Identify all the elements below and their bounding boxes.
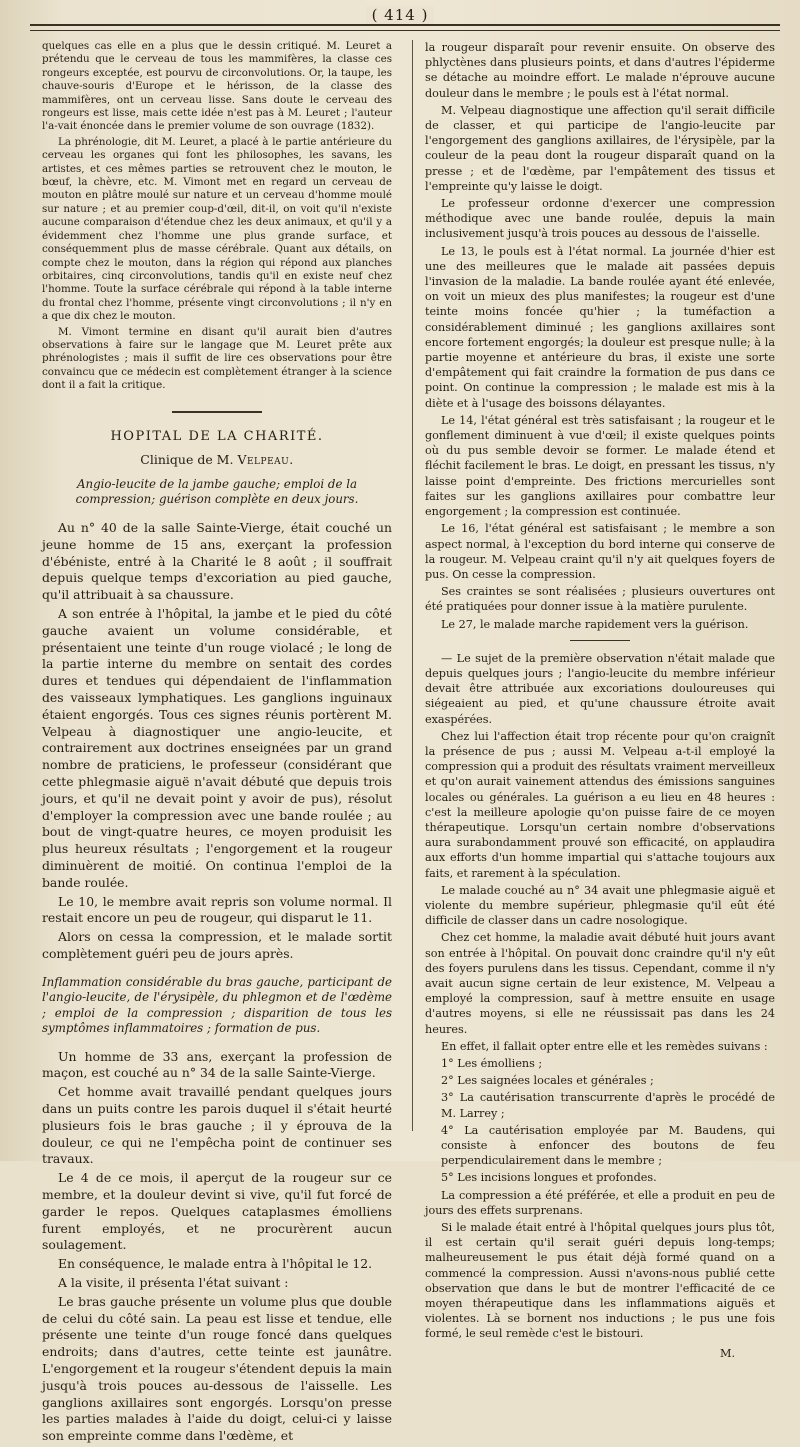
paragraph: Le 14, l'état général est très satisfaisant ; la rougeur et le gonflement diminuent à vue d'œil; il existe quelques points où du pus semble devoir se former. Le malade étend et fléchit facilement le bras. Le doigt, en pressant les tissus, n'y laisse point d'empreinte. Des frictions mercurielles sont faites sur les ganglions axillaires pour combattre leur engorgement ; la compression est continuée.: [425, 413, 775, 519]
paragraph: quelques cas elle en a plus que le dessin critiqué. M. Leuret a prétendu que le cerveau de tous les mammifères, la classe ces rongeurs exceptée, est pourvu de circonvolutions. Or, la taupe, les chauve-souris d'Europe et le hérisson, de la classe des mammifères, ont un cerveau lisse. Sans doute le cerveau des rongeurs est lisse, mais cette idée n'est pas à M. Leuret ; l'auteur l'a-vait énoncée dans le premier volume de son ouvrage (1832).: [42, 40, 392, 133]
paragraph: Un homme de 33 ans, exerçant la profession de maçon, est couché au n° 34 de la salle Sainte-Vierge.: [42, 1048, 392, 1081]
list-item: 4° La cautérisation employée par M. Baudens, qui consiste à enfoncer des boutons de feu perpendiculairement dans le membre ;: [441, 1123, 775, 1168]
remedies-list: [425, 1056, 775, 1186]
column-divider: [412, 40, 413, 1131]
header-rule: [30, 24, 780, 31]
case-title: Angio-leucite de la jambe gauche; emploi de la compression; guérison complète en deux jours.: [75, 476, 359, 507]
paragraph: M. Vimont termine en disant qu'il aurait bien d'autres observations à faire sur le langage que M. Leuret prête aux phrénologistes ; mais il suffit de lire ces observations pour être convaincu que ce médecin est complètement étranger à la science dont il a fait la critique.: [42, 325, 392, 392]
paragraph: Cet homme avait travaillé pendant quelques jours dans un puits contre les parois duquel il s'était heurté plusieurs fois le bras gauche ; il y éprouva de la douleur, ce qui ne l'empêcha point de continuer ses travaux.: [42, 1084, 392, 1167]
paragraph: Le 10, le membre avait repris son volume normal. Il restait encore un peu de rougeur, qui disparut le 11.: [42, 893, 392, 926]
list-item: 2° Les saignées locales et générales ;: [441, 1074, 654, 1088]
paragraph: Le professeur ordonne d'exercer une compression méthodique avec une bande roulée, depuis la main inclusivement jusqu'à trois pouces au dessous de l'aisselle.: [425, 197, 775, 241]
paragraph: Si le malade était entré à l'hôpital quelques jours plus tôt, il est certain qu'il serait guéri depuis long-temps; malheureusement le pus était déjà formé quand on a commencé la compression. Aussi n'avons-nous publié cette observation que dans le but de montrer l'efficacité de ce moyen thérapeutique dans les inflammations aiguës et violentes. Là se bornent nos inductions ; le pus une fois formé, le seul remède c'est le bistouri.: [425, 1221, 775, 1341]
section-divider: [570, 640, 630, 641]
clinic-prefix: Clinique de M.: [140, 451, 234, 467]
paragraph: La phrénologie, dit M. Leuret, a placé à le partie antérieure du cerveau les organes qui font les philosophes, les savans, les artistes, et ces mêmes parties se retrouvent chez le mouton, le bœuf, la chèvre, etc. M. Vimont met en regard un cerveau de mouton en plâtre moulé sur nature et un cerveau d'homme moulé sur nature ; et au premier coup-d'œil, dit-il, on voit qu'il n'existe aucune comparaison d'étendue chez les deux animaux, et qu'il y a évidemment chez l'homme une plus grande surface, et conséquemment plus de masse cérébrale. Quant aux détails, on compte chez le mouton, dans la région qui répond aux planches orbitaires, cinq circonvolutions, tandis qu'il en existe neuf chez l'homme. Toute la surface cérébrale qui répond à la table interne du frontal chez l'homme, présente vingt circonvolutions ; il n'y en a que dix chez le mouton.: [42, 135, 392, 323]
paragraph: En conséquence, le malade entra à l'hôpital le 12.: [58, 1256, 373, 1272]
clinic-heading: [42, 452, 392, 467]
paragraph: A la visite, il présenta l'état suivant :: [58, 1275, 289, 1291]
paragraph: Le bras gauche présente un volume plus que double de celui du côté sain. La peau est lisse et tendue, elle présente une teinte d'un rouge foncé dans quelques endroits; dans d'autres, cette teinte est jaunâtre. L'engorgement et la rougeur s'étendent depuis la main jusqu'à trois pouces au-dessous de l'aisselle. Les ganglions axillaires sont engorgés. Lorsqu'on presse les parties malades à l'aide du doigt, celui-ci y laisse son empreinte comme dans l'œdème, et: [42, 1293, 392, 1444]
list-item: 5° Les incisions longues et profondes.: [441, 1171, 657, 1185]
paragraph: La compression a été préférée, et elle a produit en peu de jours des effets surprenans.: [425, 1188, 775, 1217]
list-item: 3° La cautérisation transcurrente d'après le procédé de M. Larrey ;: [441, 1091, 775, 1120]
section-title: HOPITAL DE LA CHARITÉ.: [110, 428, 324, 444]
paragraph: Chez cet homme, la maladie avait débuté huit jours avant son entrée à l'hôpital. On pouvait donc craindre qu'il n'y eût des foyers purulens dans les tissus. Cependant, comme il n'y avait aucun signe certain de leur existence, M. Velpeau a employé la compression, sauf à mettre ensuite en usage d'autres moyens, si elle ne réussissait pas dans les 24 heures.: [425, 931, 775, 1036]
list-item: 1° Les émolliens ;: [441, 1057, 543, 1070]
page-number: ( 414 ): [0, 6, 800, 24]
section-divider: [172, 411, 262, 413]
paragraph: Chez lui l'affection était trop récente pour qu'on craignît la présence de pus ; aussi M. Velpeau a-t-il employé la compression qui a produit des résultats vraiment merveilleux et qu'on aurait vainement attendus des émissions sanguines locales ou générales. La guérison a eu lieu en 48 heures : c'est la meilleure apologie qu'on puisse faire de ce moyen thérapeutique. Lorsqu'un certain nombre d'observations aura surabondamment prouvé son efficacité, on applaudira aux efforts d'un homme impartial qui s'attache toujours aux faits, et rarement à la spéculation.: [425, 729, 775, 880]
paragraph: M. Velpeau diagnostique une affection qu'il serait difficile de classer, et qui participe de l'angio-leucite par l'engorgement des ganglions axillaires, de l'érysipèle, par la couleur de la peau dont la rougeur disparaît quand on la presse ; et de l'œdème, par l'empâtement des tissus et l'empreinte qu'y laisse le doigt.: [425, 103, 775, 193]
paragraph: Le 4 de ce mois, il aperçut de la rougeur sur ce membre, et la douleur devint si vive, qu'il fut forcé de garder le repos. Quelques cataplasmes émolliens furent employés, et ne procurèrent aucun soulagement.: [42, 1170, 392, 1253]
paragraph: la rougeur disparaît pour revenir ensuite. On observe des phlyctènes dans plusieurs points, et dans d'autres l'épiderme se détache au moindre effort. Le malade n'éprouve aucune douleur dans le membre ; le pouls est à l'état normal.: [425, 41, 775, 100]
paragraph: Le malade couché au n° 34 avait une phlegmasie aiguë et violente du membre supérieur, phlegmasie qu'il eût été difficile de classer dans un cadre nosologique.: [425, 883, 775, 928]
paragraph: A son entrée à l'hôpital, la jambe et le pied du côté gauche avaient un volume considérable, et présentaient une teinte d'un rouge violacé ; le long de la partie interne du membre on sentait des cordes dures et tendues qui dépendaient de l'inflammation des vaisseaux lymphatiques. Les ganglions inguinaux étaient engorgés. Tous ces signes réunis portèrent M. Velpeau à diagnostiquer une angio-leucite, et contrairement aux doctrines enseignées par un grand nombre de praticiens, le professeur (considérant que cette phlegmasie aiguë n'avait débuté que depuis trois jours, et qu'il ne devait point y avoir de pus), résolut d'employer la compression avec une bande roulée ; au bout de vingt-quatre heures, ce moyen produisit les plus heureux résultats ; l'engorgement et la rougeur diminuèrent de moitié. On continua l'emploi de la bande roulée.: [42, 605, 392, 890]
signature: M.: [719, 1346, 735, 1360]
left-column: [42, 40, 392, 1447]
paragraph: Au n° 40 de la salle Sainte-Vierge, était couché un jeune homme de 15 ans, exerçant la profession d'ébéniste, entré à la Charité le 8 août ; il souffrait depuis quelque temps d'excoriation au pied gauche, qu'il attribuait à sa chaussure.: [42, 519, 392, 603]
paragraph: En effet, il fallait opter entre elle et les remèdes suivans :: [441, 1039, 768, 1053]
paragraph: Ses craintes se sont réalisées ; plusieurs ouvertures ont été pratiquées pour donner issue à la matière purulente.: [425, 585, 775, 614]
case-title: Inflammation considérable du bras gauche, participant de l'angio-leucite, de l'érysipèle, du phlegmon et de l'œdème ; emploi de la compression ; disparition de tous les symptômes inflammatoires ; formation de pus.: [42, 974, 392, 1036]
paragraph: Le 16, l'état général est satisfaisant ; le membre a son aspect normal, à l'exception du bord interne qui conserve de la rougeur. M. Velpeau craint qu'il n'y ait quelques foyers de pus. On cesse la compression.: [425, 522, 775, 581]
paragraph: — Le sujet de la première observation n'était malade que depuis quelques jours ; l'angio-leucite du membre inférieur devait être attribuée aux excoriations douloureuses qui siégeaient au pied, et qu'une chaussure étroite avait exaspérées.: [425, 651, 775, 726]
paragraph: Le 27, le malade marche rapidement vers la guérison.: [441, 617, 749, 631]
clinic-name: Velpeau.: [237, 451, 294, 467]
right-column: [425, 40, 775, 1361]
paragraph: Alors on cessa la compression, et le malade sortit complètement guéri peu de jours après.: [42, 929, 392, 961]
paragraph: Le 13, le pouls est à l'état normal. La journée d'hier est une des meilleures que le malade ait passées depuis l'invasion de la maladie. La bande roulée ayant été enlevée, on voit un mieux des plus manifestes; la rougeur est d'une teinte moins foncée qu'hier ; la tuméfaction a considérablement diminué ; les ganglions axillaires sont encore fortement engorgés; la douleur est presque nulle; à la partie moyenne et antérieure du bras, il existe une sorte d'empâtement qui fait craindre la formation de pus dans ce point. On continue la compression ; le malade est mis à la diète et à l'usage des boissons délayantes.: [425, 244, 775, 410]
